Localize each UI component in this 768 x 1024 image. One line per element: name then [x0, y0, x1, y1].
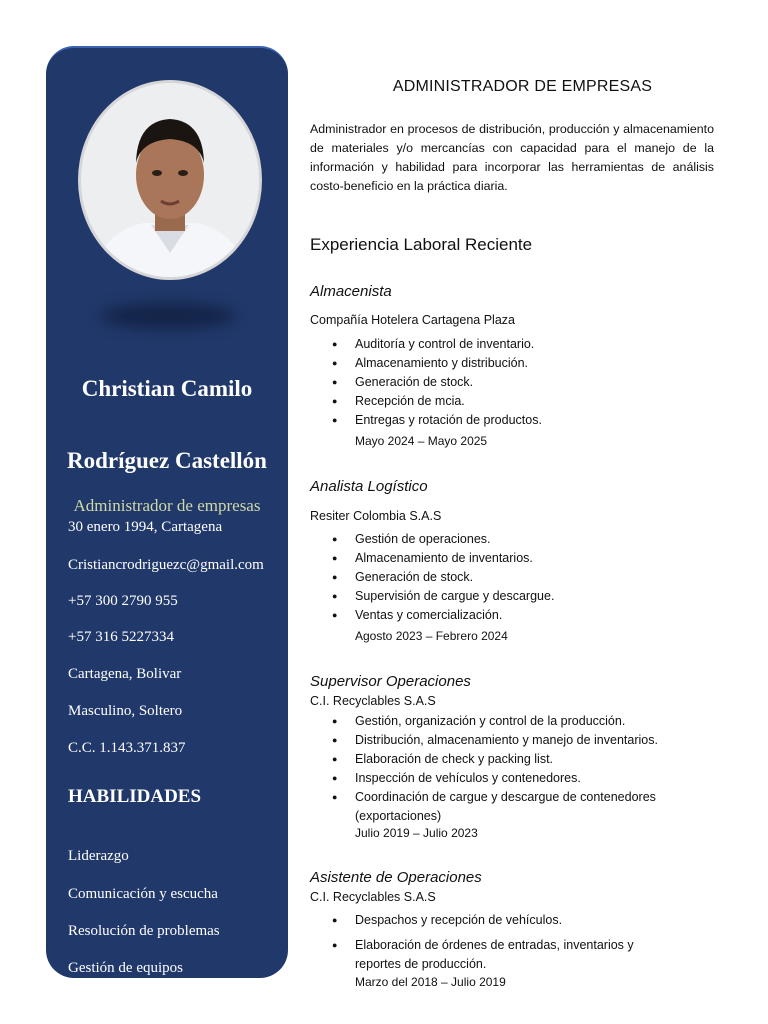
- page-title: ADMINISTRADOR DE EMPRESAS: [392, 78, 653, 95]
- job-duties: [332, 911, 672, 974]
- list-item: ● Coordinación de cargue y descargue de contenedores (exportaciones): [332, 788, 712, 826]
- list-item: ● Generación de stock.: [332, 568, 554, 587]
- list-item: ● Gestión, organización y control de la producción.: [332, 712, 712, 731]
- list-item: ● Auditoría y control de inventario.: [332, 335, 542, 354]
- skill-item: Liderazgo: [68, 848, 129, 864]
- list-item: ● Elaboración de check y packing list.: [332, 750, 712, 769]
- skill-item: Resolución de problemas: [68, 923, 220, 939]
- list-item: ● Despachos y recepción de vehículos.: [332, 911, 672, 930]
- list-item: ● Almacenamiento de inventarios.: [332, 549, 554, 568]
- list-item: ● Distribución, almacenamiento y manejo de inventarios.: [332, 731, 712, 750]
- job-company: C.I. Recyclables S.A.S: [310, 694, 436, 708]
- job-title: Asistente de Operaciones: [310, 869, 482, 886]
- phone-1: +57 300 2790 955: [68, 593, 178, 609]
- list-item: ● Supervisión de cargue y descargue.: [332, 587, 554, 606]
- list-item: ● Almacenamiento y distribución.: [332, 354, 542, 373]
- list-item: ● Entregas y rotación de productos.: [332, 411, 542, 430]
- list-item: ● Generación de stock.: [332, 373, 542, 392]
- list-item: ● Recepción de mcia.: [332, 392, 542, 411]
- profile-photo: [78, 80, 262, 280]
- job-dates: Mayo 2024 – Mayo 2025: [355, 434, 488, 448]
- list-item: ● Ventas y comercialización.: [332, 606, 554, 625]
- profile-photo-illustration: [81, 83, 259, 277]
- skill-item: Comunicación y escucha: [68, 886, 218, 902]
- first-name: Christian Camilo: [81, 376, 253, 401]
- profile-summary: Administrador en procesos de distribución, producción y almacenamiento de materiales y/o mercancías con capacidad para el manejo de la información y habilidad para incorporar las herramientas de análisis costo-beneficio en la práctica diaria.: [310, 122, 714, 193]
- location: Cartagena, Bolivar: [68, 666, 182, 682]
- skills-title: HABILIDADES: [68, 786, 202, 807]
- job-company: Resiter Colombia S.A.S: [310, 509, 442, 523]
- job-title: Supervisor Operaciones: [310, 673, 471, 690]
- job-company: Compañía Hotelera Cartagena Plaza: [310, 313, 515, 327]
- list-item: ● Inspección de vehículos y contenedores.: [332, 769, 712, 788]
- job-dates: Marzo del 2018 – Julio 2019: [355, 975, 506, 989]
- job-company: C.I. Recyclables S.A.S: [310, 890, 436, 904]
- birth-info: 30 enero 1994, Cartagena: [68, 519, 223, 535]
- email[interactable]: Cristiancrodriguezc@gmail.com: [68, 557, 264, 573]
- sidebar: [46, 46, 288, 978]
- job-dates: Julio 2019 – Julio 2023: [355, 826, 478, 840]
- job-dates: Agosto 2023 – Febrero 2024: [355, 629, 508, 643]
- phone-2: +57 316 5227334: [68, 629, 174, 645]
- marital-status: Masculino, Soltero: [68, 703, 183, 719]
- last-name: Rodríguez Castellón: [67, 448, 267, 473]
- list-item: ● Elaboración de órdenes de entradas, inventarios y reportes de producción.: [332, 936, 672, 974]
- job-duties: [332, 712, 712, 826]
- role-title: Administrador de empresas: [73, 496, 261, 515]
- id-number: C.C. 1.143.371.837: [68, 740, 186, 756]
- job-title: Analista Logístico: [310, 478, 428, 495]
- skill-item: Gestión de equipos: [68, 960, 183, 976]
- job-duties: [332, 530, 554, 625]
- list-item: ● Gestión de operaciones.: [332, 530, 554, 549]
- decorative-shadow: [101, 303, 236, 329]
- job-duties: [332, 335, 542, 430]
- experience-heading: Experiencia Laboral Reciente: [310, 235, 533, 254]
- job-title: Almacenista: [310, 283, 392, 300]
